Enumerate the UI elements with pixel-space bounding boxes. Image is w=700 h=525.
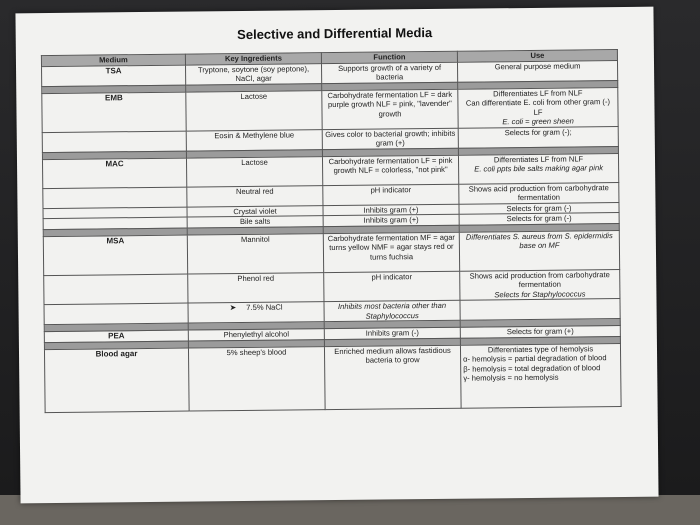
function-cell: Gives color to bacterial growth; inhibits gram (+) bbox=[322, 128, 458, 149]
key-cell: 5% sheep's blood bbox=[188, 346, 325, 410]
function-cell: Inhibits gram (-) bbox=[324, 327, 460, 339]
medium-msa: MSA bbox=[43, 235, 187, 276]
key-cell: Mannitol bbox=[187, 233, 323, 273]
function-cell: Supports growth of a variety of bacteria bbox=[321, 62, 457, 83]
header-key-ingredients: Key Ingredients bbox=[185, 53, 321, 65]
use-line: E. coli = green sheen bbox=[502, 116, 574, 127]
use-line: E. coli ppts bile salts making agar pink bbox=[474, 163, 604, 174]
use-cell: Selects for gram (+) bbox=[460, 326, 620, 338]
use-cell: Differentiates S. aureus from S. epidermidis base on MF bbox=[459, 230, 619, 271]
key-cell: Crystal violet bbox=[187, 205, 323, 217]
key-cell bbox=[188, 302, 324, 323]
use-line: β- hemolysis = total degradation of blood bbox=[463, 362, 601, 374]
use-cell: General purpose medium bbox=[457, 60, 617, 82]
key-cell: Lactose bbox=[186, 90, 322, 130]
function-cell: Carbohydrate fermentation LF = pink growth NLF = colorless, "not pink" bbox=[322, 155, 458, 185]
key-cell: Phenol red bbox=[188, 272, 324, 303]
medium-blood-agar: Blood agar bbox=[44, 348, 189, 413]
use-line: γ- hemolysis = no hemolysis bbox=[463, 372, 559, 383]
use-cell bbox=[458, 153, 618, 184]
page-title: Selective and Differential Media bbox=[237, 24, 433, 43]
media-table bbox=[41, 49, 622, 413]
use-cell bbox=[460, 343, 621, 408]
table-row bbox=[44, 343, 621, 412]
function-cell: Carbohydrate fermentation LF = dark purple growth NLF = pink, "lavender" growth bbox=[322, 89, 458, 129]
use-line: α- hemolysis = partial degradation of blood bbox=[463, 353, 607, 364]
function-cell: pH indicator bbox=[323, 184, 459, 205]
key-cell: Eosin & Methylene blue bbox=[186, 129, 322, 150]
function-cell: Inhibits gram (+) bbox=[323, 214, 459, 226]
function-cell: pH indicator bbox=[324, 271, 460, 302]
function-cell: Inhibits gram (+) bbox=[323, 204, 459, 216]
use-line: Differentiates type of hemolysis bbox=[487, 343, 594, 354]
key-cell: Neutral red bbox=[187, 185, 323, 206]
key-cell: Tryptone, soytone (soy peptone), NaCl, agar bbox=[185, 63, 321, 84]
medium-mac: MAC bbox=[42, 158, 186, 189]
medium-tsa: TSA bbox=[42, 65, 186, 87]
use-cell bbox=[460, 269, 620, 300]
use-cell bbox=[458, 87, 618, 128]
table-row bbox=[43, 230, 619, 275]
arrow-cursor-icon: ➤ bbox=[229, 303, 237, 313]
medium-pea: PEA bbox=[44, 330, 188, 342]
key-cell: Lactose bbox=[186, 156, 322, 186]
use-cell: Shows acid production from carbohydrate fermentation bbox=[459, 182, 619, 204]
medium-emb: EMB bbox=[42, 92, 186, 133]
header-use: Use bbox=[457, 50, 617, 62]
header-function: Function bbox=[321, 51, 457, 63]
function-cell: Carbohydrate fermentation MF = agar turns yellow NMF = agar stays red or turns fuchsia bbox=[323, 232, 459, 272]
key-cell: Bile salts bbox=[187, 216, 323, 228]
key-text: 7.5% NaCl bbox=[246, 302, 283, 312]
use-cell: Selects for gram (-) bbox=[459, 202, 619, 214]
use-line: Shows acid production from carbohydrate fermentation bbox=[469, 269, 610, 290]
table-row bbox=[42, 87, 618, 132]
use-cell: Selects for gram (-); bbox=[458, 126, 618, 148]
use-line: Selects for Staphylococcus bbox=[494, 288, 586, 299]
function-cell: Inhibits most bacteria other than Staphylococcus bbox=[324, 300, 460, 321]
use-line: Differentiates LF from NLF bbox=[493, 153, 584, 164]
use-cell: Selects for gram (-) bbox=[459, 213, 619, 225]
key-cell: Phenylethyl alcohol bbox=[188, 329, 324, 341]
header-medium: Medium bbox=[41, 54, 185, 66]
use-line: Can differentiate E. coli from other gram (-) LF bbox=[465, 97, 611, 117]
use-line: Differentiates LF from NLF bbox=[493, 87, 583, 98]
function-cell: Enriched medium allows fastidious bacteria to grow bbox=[324, 345, 461, 409]
document-page bbox=[15, 7, 658, 504]
